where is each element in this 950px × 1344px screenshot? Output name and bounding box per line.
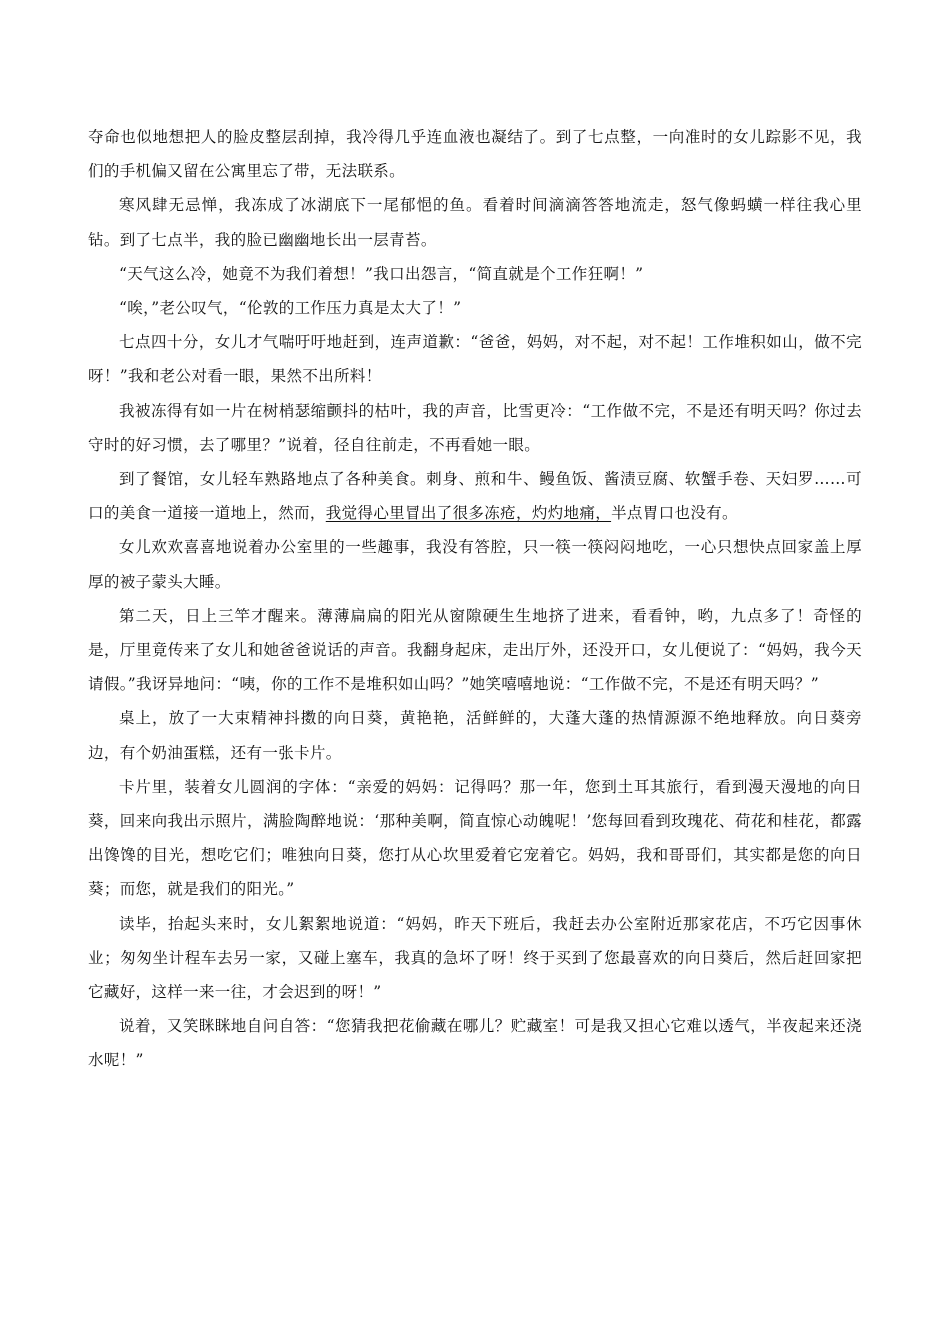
paragraph: 第二天，日上三竿才醒来。薄薄扁扁的阳光从窗隙硬生生地挤了进来，看看钟，哟，九点多了！奇怪的是，厅里竟传来了女儿和她爸爸说话的声音。我翻身起床，走出厅外，还没开口，女儿便说了：“妈妈，我今天请假。”我讶异地问：“咦，你的工作不是堆积如山吗？”她笑嘻嘻地说：“工作做不完，不是还有明天吗？” [88,606,862,694]
paragraph: 卡片里，装着女儿圆润的字体：“亲爱的妈妈：记得吗？那一年，您到土耳其旅行，看到漫天漫地的向日葵，回来向我出示照片，满脸陶醉地说：‘那种美啊，简直惊心动魄呢！’您每回看到玫瑰花、荷花和桂花，都露出馋馋的目光，想吃它们；唯独向日葵，您打从心坎里爱着它宠着它。妈妈，我和哥哥们，其实都是您的向日葵；而您，就是我们的阳光。” [88,777,862,899]
paragraph-text: 半点胃口也没有。 [611,504,738,523]
paragraph: 夺命也似地想把人的脸皮整层刮掉，我冷得几乎连血液也凝结了。到了七点整，一向准时的女儿踪影不见，我们的手机偏又留在公寓里忘了带，无法联系。 [88,128,862,181]
paragraph: 我被冻得有如一片在树梢瑟缩颤抖的枯叶，我的声音，比雪更冷：“工作做不完，不是还有明天吗？你过去守时的好习惯，去了哪里？”说着，径自往前走，不再看她一眼。 [88,401,862,454]
paragraph: 七点四十分，女儿才气喘吁吁地赶到，连声道歉：“爸爸，妈妈，对不起，对不起！工作堆积如山，做不完呀！”我和老公对看一眼，果然不出所料！ [88,333,862,386]
paragraph: 桌上，放了一大束精神抖擞的向日葵，黄艳艳，活鲜鲜的，大蓬大蓬的热情源源不绝地释放。向日葵旁边，有个奶油蛋糕，还有一张卡片。 [88,709,862,762]
paragraph: 读毕，抬起头来时，女儿絮絮地说道：“妈妈，昨天下班后，我赶去办公室附近那家花店，不巧它因事休业；匆匆坐计程车去另一家，又碰上塞车，我真的急坏了呀！终于买到了您最喜欢的向日葵后，然后赶回家把它藏好，这样一来一往，才会迟到的呀！” [88,914,862,1002]
essay-page [88,120,862,1078]
paragraph-text: 到了餐馆，女儿轻车熟路地点了各种美食。刺身、煎和牛、鳗鱼饭、酱渍豆腐、软蟹手卷、天妇罗……可口的美食一道接一道地上，然而， [88,470,862,523]
paragraph: 寒风肆无忌惮，我冻成了冰湖底下一尾郁悒的鱼。看着时间滴滴答答地流走，怒气像蚂蟥一样往我心里钻。到了七点半，我的脸已幽幽地长出一层青苔。 [88,196,862,249]
paragraph-with-underline [88,462,862,530]
paragraph: “天气这么冷，她竟不为我们着想！”我口出怨言，“简直就是个工作狂啊！” [119,264,644,283]
paragraph: “唉，”老公叹气，“伦敦的工作压力真是太大了！” [119,299,462,318]
paragraph: 说着，又笑眯眯地自问自答：“您猜我把花偷藏在哪儿？贮藏室！可是我又担心它难以透气，半夜起来还浇水呢！” [88,1017,862,1070]
paragraph: 女儿欢欢喜喜地说着办公室里的一些趣事，我没有答腔，只一筷一筷闷闷地吃，一心只想快点回家盖上厚厚的被子蒙头大睡。 [88,538,862,591]
underlined-sentence: 我觉得心里冒出了很多冻疮，灼灼地痛， [325,504,612,523]
